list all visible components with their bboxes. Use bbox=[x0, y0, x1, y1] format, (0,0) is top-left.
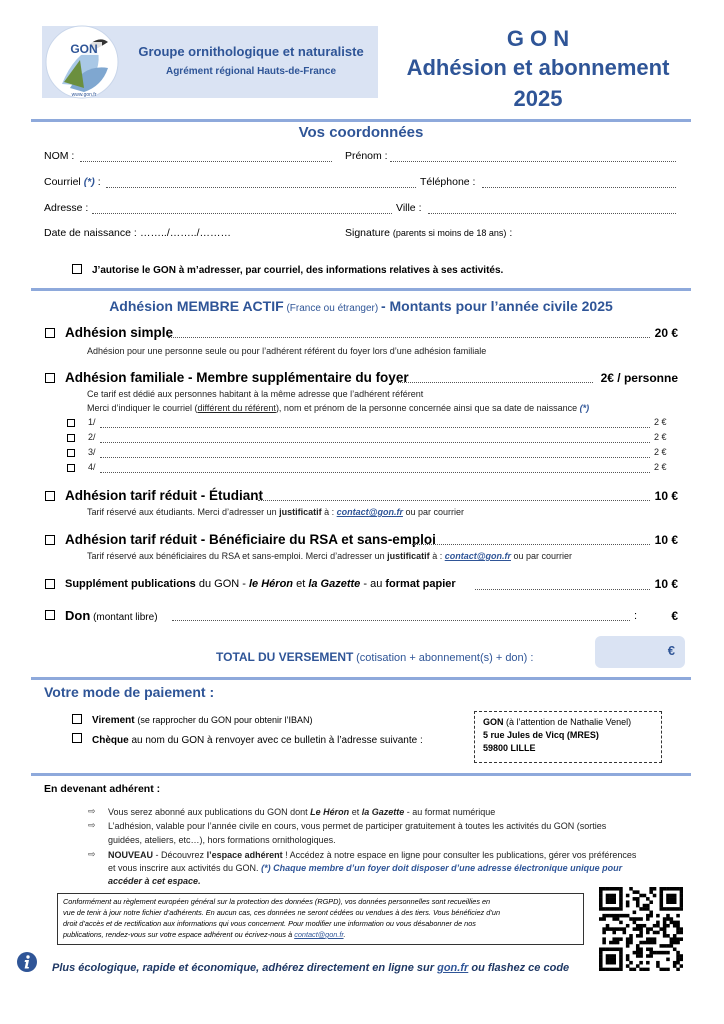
address-line1 bbox=[483, 716, 653, 729]
cheque-a: Chèque bbox=[92, 735, 129, 746]
member-price: 2 € bbox=[654, 417, 667, 427]
supplement-t4: et bbox=[296, 578, 306, 590]
rgpd-line4 bbox=[63, 929, 578, 940]
member-field[interactable] bbox=[100, 472, 650, 473]
ville-label: Ville : bbox=[396, 202, 422, 214]
footer-text bbox=[52, 962, 569, 974]
adhesion-title-c: - Montants pour l’année civile 2025 bbox=[380, 298, 613, 314]
signature-colon: : bbox=[509, 227, 513, 239]
virement-b: (se rapprocher du GON pour obtenir l’IBAN) bbox=[137, 715, 313, 725]
rgpd-box bbox=[57, 893, 584, 945]
rsa-desc-c: à : bbox=[432, 551, 443, 561]
courriel-star: (*) bbox=[83, 176, 95, 188]
supplement-title bbox=[65, 578, 456, 590]
coordonnees-title: Vos coordonnées bbox=[298, 124, 424, 141]
address-line2: 5 rue Jules de Vicq (MRES) bbox=[483, 730, 599, 740]
prenom-label: Prénom : bbox=[345, 150, 388, 162]
member-price: 2 € bbox=[654, 432, 667, 442]
member-num: 3/ bbox=[88, 447, 96, 457]
virement-checkbox[interactable] bbox=[72, 714, 82, 724]
etudiant-checkbox[interactable] bbox=[45, 491, 55, 501]
footer-link[interactable]: gon.fr bbox=[437, 962, 469, 974]
courriel-text: Courriel bbox=[44, 176, 81, 188]
benefit-1c: et bbox=[351, 807, 360, 817]
supplement-price: 10 € bbox=[654, 577, 678, 591]
supplement-t5: la Gazette bbox=[308, 578, 361, 590]
supplement-t7: format papier bbox=[385, 578, 456, 590]
benefit-1d: la Gazette bbox=[361, 807, 405, 817]
member-field[interactable] bbox=[100, 427, 650, 428]
courriel-field[interactable] bbox=[106, 187, 416, 188]
member-num: 1/ bbox=[88, 417, 96, 427]
divider-1 bbox=[31, 119, 691, 122]
member-num: 4/ bbox=[88, 462, 96, 472]
footer-text-b: ou flashez ce code bbox=[471, 962, 570, 974]
don-field[interactable] bbox=[172, 620, 630, 621]
virement-a: Virement bbox=[92, 715, 135, 726]
naissance-label: Date de naissance : bbox=[44, 227, 137, 239]
rsa-desc-b: justificatif bbox=[387, 551, 430, 561]
nom-label: NOM : bbox=[44, 150, 75, 162]
member-checkbox[interactable] bbox=[67, 434, 75, 442]
naissance-field[interactable]: ……../……../……… bbox=[140, 227, 232, 239]
member-price: 2 € bbox=[654, 462, 667, 472]
total-label-a: TOTAL DU VERSEMENT bbox=[216, 650, 354, 664]
consent-checkbox[interactable] bbox=[72, 264, 82, 274]
cheque-label bbox=[92, 735, 423, 746]
benefit-1b: Le Héron bbox=[310, 807, 350, 817]
simple-checkbox[interactable] bbox=[45, 328, 55, 338]
logo bbox=[44, 24, 122, 100]
don-title bbox=[65, 608, 158, 623]
paiement-title: Votre mode de paiement : bbox=[44, 684, 215, 700]
supplement-t6: - au bbox=[363, 578, 383, 590]
simple-title: Adhésion simple bbox=[65, 325, 174, 340]
etudiant-desc-b: justificatif bbox=[279, 507, 322, 517]
adhesion-title bbox=[31, 298, 691, 314]
benefit-3a: NOUVEAU bbox=[108, 850, 154, 860]
rgpd-email-link[interactable]: contact@gon.fr bbox=[294, 930, 344, 939]
familiale-desc2c: ), nom et prénom de la personne concernée ainsi que sa date de naissance bbox=[275, 403, 578, 413]
consent-text: J’autorise le GON à m’adresser, par courriel, des informations relatives à ses activités. bbox=[92, 265, 504, 276]
address-box bbox=[474, 711, 662, 763]
don-price: € bbox=[671, 609, 678, 623]
prenom-field[interactable] bbox=[390, 161, 676, 162]
don-note: (montant libre) bbox=[93, 612, 158, 623]
divider-2 bbox=[31, 288, 691, 291]
member-field[interactable] bbox=[100, 442, 650, 443]
rgpd-l4c: . bbox=[343, 930, 346, 939]
member-checkbox[interactable] bbox=[67, 419, 75, 427]
telephone-field[interactable] bbox=[482, 187, 676, 188]
divider-4 bbox=[31, 773, 691, 776]
don-checkbox[interactable] bbox=[45, 610, 55, 620]
rsa-desc-d: ou par courrier bbox=[513, 551, 573, 561]
etudiant-desc bbox=[87, 507, 464, 517]
benefit-3c: l’espace adhérent bbox=[206, 850, 283, 860]
footer-text-a: Plus écologique, rapide et économique, adhérez directement en ligne sur bbox=[52, 962, 435, 974]
nom-field[interactable] bbox=[80, 161, 332, 162]
adresse-field[interactable] bbox=[92, 213, 392, 214]
divider-3 bbox=[31, 677, 691, 680]
familiale-price: 2€ / personne bbox=[600, 371, 678, 385]
signature-label bbox=[345, 227, 512, 239]
rsa-price: 10 € bbox=[654, 533, 678, 547]
arrow-icon: ⇨ bbox=[88, 820, 96, 830]
rgpd-l4a: publications, rendez-vous sur votre espace adhérent ou écrivez-nous à bbox=[63, 930, 293, 939]
total-label bbox=[216, 650, 533, 664]
adhesion-title-b: (France ou étranger) bbox=[286, 303, 379, 314]
info-icon bbox=[16, 951, 38, 973]
familiale-title: Adhésion familiale - Membre supplémentaire du foyer bbox=[65, 370, 409, 385]
benefit-3l2b: (*) Chaque membre d’un foyer doit disposer d’une adresse électronique unique pour bbox=[261, 863, 623, 873]
etudiant-desc-a: Tarif réservé aux étudiants. Merci d’adresser un bbox=[87, 507, 277, 517]
rgpd-line3: droit d’accès et de rectification aux informations qui vous concernent. Pour modifier une information ou vous désabonner de nos bbox=[63, 919, 476, 928]
benefit-2-line1: L’adhésion, valable pour l’année civile en cours, vous permet de participer gratuitement à toutes les activités du GON (sorties bbox=[108, 821, 607, 831]
benefit-3-line1 bbox=[108, 850, 636, 860]
org-subtitle: Agrément régional Hauts-de-France bbox=[165, 66, 337, 77]
familiale-desc2a: Merci d’indiquer le courriel ( bbox=[87, 403, 198, 413]
benefit-3b: - Découvrez bbox=[155, 850, 205, 860]
qr-code[interactable] bbox=[599, 887, 683, 971]
signature-text: Signature bbox=[345, 227, 390, 239]
member-field[interactable] bbox=[100, 457, 650, 458]
member-num: 2/ bbox=[88, 432, 96, 442]
member-checkbox[interactable] bbox=[67, 464, 75, 472]
total-box[interactable] bbox=[595, 636, 685, 668]
arrow-icon: ⇨ bbox=[88, 806, 96, 816]
etudiant-desc-c: à : bbox=[324, 507, 335, 517]
benefit-1e: - au format numérique bbox=[406, 807, 496, 817]
rsa-email-link[interactable]: contact@gon.fr bbox=[444, 551, 511, 561]
title-year: 2025 bbox=[513, 86, 563, 111]
address-line3: 59800 LILLE bbox=[483, 743, 536, 753]
total-label-b: (cotisation + abonnement(s) + don) : bbox=[356, 652, 534, 664]
benefit-3-line2 bbox=[108, 863, 622, 873]
title-main: Adhésion et abonnement bbox=[406, 55, 670, 80]
telephone-label: Téléphone : bbox=[420, 176, 476, 188]
title-gon: G O N bbox=[506, 26, 570, 51]
logo-url: www.gon.fr bbox=[71, 92, 97, 98]
org-name: Groupe ornithologique et naturaliste bbox=[138, 44, 364, 59]
don-colon: : bbox=[634, 610, 638, 622]
don-text: Don bbox=[65, 608, 91, 623]
simple-price: 20 € bbox=[654, 326, 678, 340]
etudiant-leader bbox=[258, 500, 650, 501]
logo-text: GON bbox=[70, 42, 98, 56]
address-l1b: (à l’attention de Nathalie Venel) bbox=[506, 717, 632, 727]
supplement-t3: le Héron bbox=[249, 578, 294, 590]
cheque-checkbox[interactable] bbox=[72, 733, 82, 743]
adhesion-title-a: Adhésion MEMBRE ACTIF bbox=[109, 298, 284, 314]
total-value: € bbox=[667, 643, 675, 658]
ville-field[interactable] bbox=[428, 213, 676, 214]
benefits-title: En devenant adhérent : bbox=[44, 783, 161, 795]
familiale-leader bbox=[398, 382, 593, 383]
supplement-t2: du GON - bbox=[198, 578, 246, 590]
arrow-icon: ⇨ bbox=[88, 849, 96, 859]
adresse-label: Adresse : bbox=[44, 202, 89, 214]
courriel-colon: : bbox=[97, 176, 101, 188]
familiale-desc2-star: (*) bbox=[579, 403, 590, 413]
rsa-checkbox[interactable] bbox=[45, 535, 55, 545]
familiale-desc2b: différent du référent bbox=[197, 403, 276, 413]
courriel-label bbox=[44, 176, 101, 188]
address-l1a: GON bbox=[483, 717, 504, 727]
member-checkbox[interactable] bbox=[67, 449, 75, 457]
benefit-3d: ! Accédez à notre espace en ligne pour consulter les publications, gérer vos préférences bbox=[285, 850, 637, 860]
benefit-3-line3: accéder à cet espace. bbox=[108, 876, 201, 886]
supplement-checkbox[interactable] bbox=[45, 579, 55, 589]
etudiant-desc-d: ou par courrier bbox=[405, 507, 464, 517]
cheque-b: au nom du GON à renvoyer avec ce bulletin à l’adresse suivante : bbox=[131, 735, 423, 746]
simple-leader bbox=[168, 337, 650, 338]
etudiant-title: Adhésion tarif réduit - Étudiant bbox=[65, 488, 263, 503]
benefit-1 bbox=[108, 807, 495, 817]
rsa-leader bbox=[412, 544, 650, 545]
rsa-title: Adhésion tarif réduit - Bénéficiaire du RSA et sans-emploi bbox=[65, 532, 436, 547]
virement-label bbox=[92, 715, 312, 726]
benefit-3l2a: et vous inscrire aux activités du GON. bbox=[108, 863, 259, 873]
benefit-2-line2: guidées, ateliers, etc…), hors formations ornithologiques. bbox=[108, 835, 336, 845]
signature-note: (parents si moins de 18 ans) bbox=[392, 228, 507, 238]
rsa-desc bbox=[87, 551, 572, 561]
simple-desc: Adhésion pour une personne seule ou pour l’adhérent référent du foyer lors d’une adhésion familiale bbox=[87, 346, 487, 356]
etudiant-price: 10 € bbox=[654, 489, 678, 503]
familiale-desc2 bbox=[87, 403, 589, 413]
benefit-1a: Vous serez abonné aux publications du GON dont bbox=[108, 807, 308, 817]
member-price: 2 € bbox=[654, 447, 667, 457]
rgpd-line2: vue de tenir à jour notre fichier d’adhérents. En aucun cas, ces données ne seront cédées ou vendues à des tiers. Vous bénéficiez d’un bbox=[63, 908, 501, 917]
familiale-checkbox[interactable] bbox=[45, 373, 55, 383]
rsa-desc-a: Tarif réservé aux bénéficiaires du RSA et sans-emploi. Merci d’adresser un bbox=[87, 551, 385, 561]
familiale-desc1: Ce tarif est dédié aux personnes habitant à la même adresse que l’adhérent référent bbox=[87, 389, 424, 399]
supplement-t1: Supplément publications bbox=[65, 578, 196, 590]
etudiant-email-link[interactable]: contact@gon.fr bbox=[336, 507, 403, 517]
rgpd-line1: Conformément au règlement européen général sur la protection des données (RGPD), vos données personnelles sont recueillies en bbox=[63, 897, 491, 906]
